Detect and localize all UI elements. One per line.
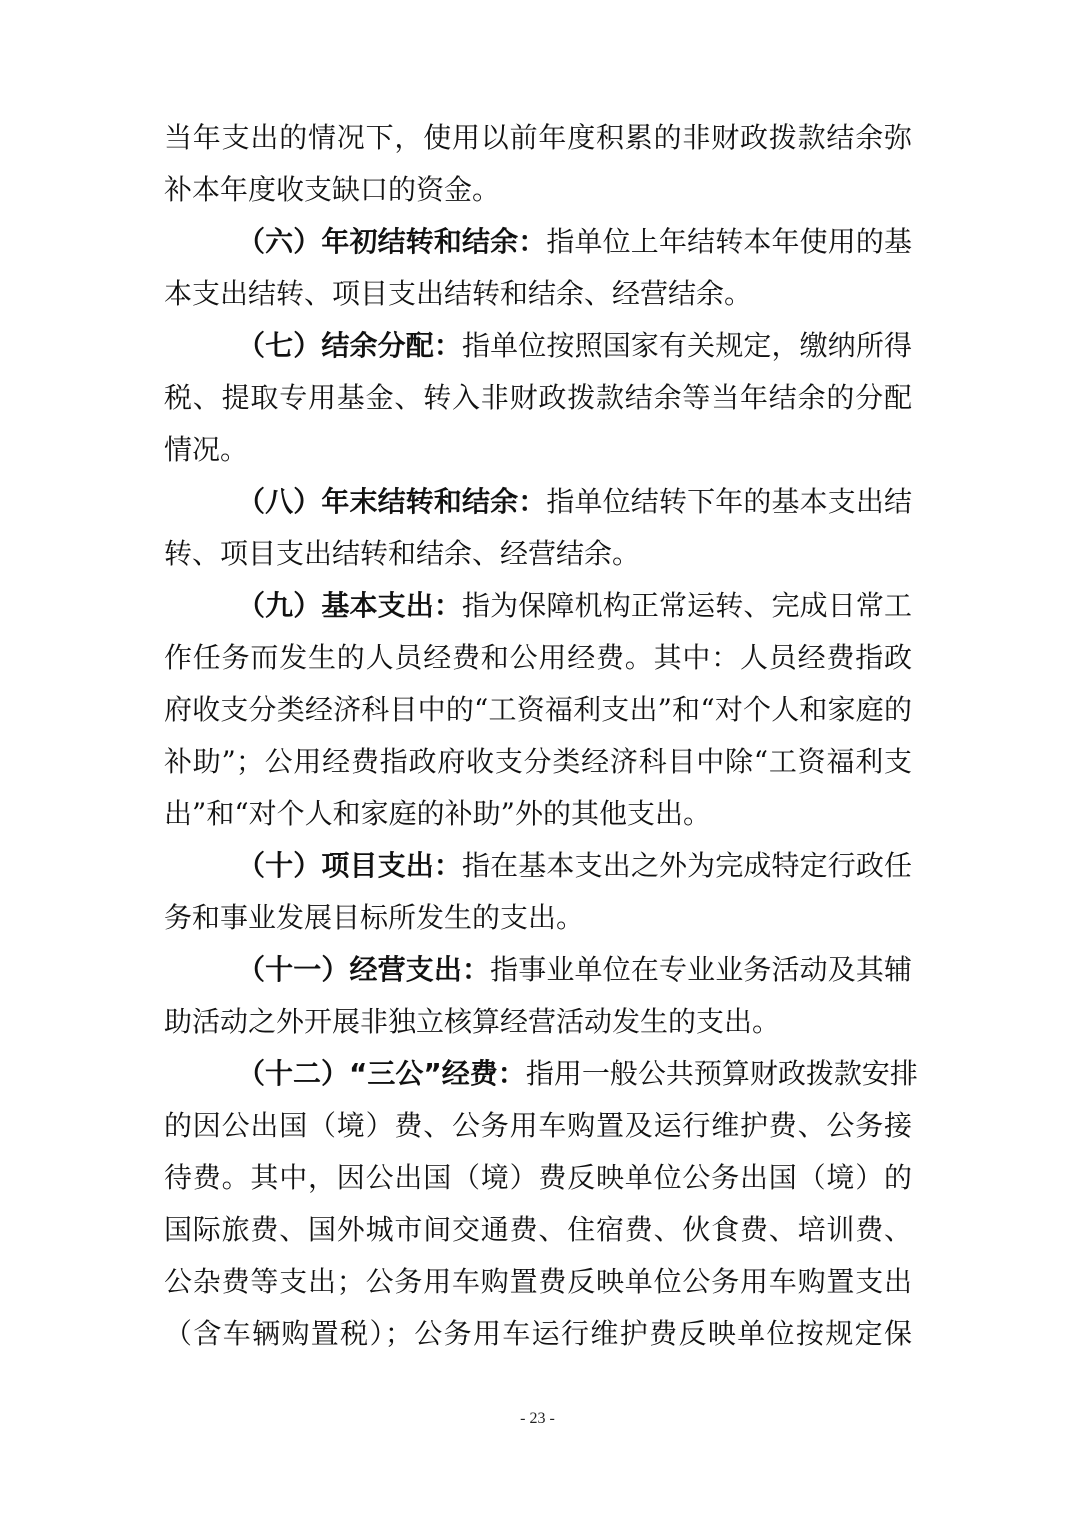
paragraph-heading-line bbox=[237, 944, 912, 996]
text-line bbox=[164, 684, 912, 736]
line-text: 指事业单位在专业业务活动及其辅 bbox=[490, 953, 912, 986]
text-line bbox=[164, 1152, 912, 1204]
line-text: 出”和“对个人和家庭的补助”外的其他支出。 bbox=[164, 797, 711, 830]
text-line bbox=[164, 788, 912, 840]
paragraph-heading-line bbox=[237, 476, 912, 528]
line-text: 待费。其中，因公出国（境）费反映单位公务出国（境）的 bbox=[164, 1161, 912, 1194]
line-text: 补本年度收支缺口的资金。 bbox=[164, 173, 501, 206]
line-text: 的因公出国（境）费、公务用车购置及运行维护费、公务接 bbox=[164, 1109, 912, 1142]
paragraph-heading-line bbox=[237, 320, 912, 372]
line-text: 本支出结转、项目支出结转和结余、经营结余。 bbox=[164, 277, 753, 310]
paragraph-heading-line bbox=[237, 216, 912, 268]
paragraph-heading-line bbox=[237, 840, 912, 892]
text-line bbox=[164, 892, 912, 944]
line-text: （含车辆购置税）；公务用车运行维护费反映单位按规定保 bbox=[164, 1317, 912, 1350]
line-text: 税、提取专用基金、转入非财政拨款结余等当年结余的分配 bbox=[164, 381, 912, 414]
page-number: - 23 - bbox=[520, 1410, 555, 1427]
line-text: 情况。 bbox=[164, 433, 249, 466]
text-line bbox=[164, 164, 912, 216]
section-heading: （八）年末结转和结余： bbox=[237, 485, 547, 518]
text-line bbox=[164, 736, 912, 788]
text-line bbox=[164, 372, 912, 424]
section-heading: （六）年初结转和结余： bbox=[237, 225, 547, 258]
line-text: 国际旅费、国外城市间交通费、住宿费、伙食费、培训费、 bbox=[164, 1213, 912, 1246]
line-text: 务和事业发展目标所发生的支出。 bbox=[164, 901, 585, 934]
line-text: 当年支出的情况下，使用以前年度积累的非财政拨款结余弥 bbox=[164, 121, 912, 154]
text-line bbox=[164, 112, 912, 164]
section-heading: （十）项目支出： bbox=[237, 849, 463, 882]
line-text: 公杂费等支出；公务用车购置费反映单位公务用车购置支出 bbox=[164, 1265, 912, 1298]
line-text: 指单位上年结转本年使用的基 bbox=[546, 225, 912, 258]
text-line bbox=[164, 268, 912, 320]
section-heading: （七）结余分配： bbox=[237, 329, 463, 362]
line-text: 转、项目支出结转和结余、经营结余。 bbox=[164, 537, 641, 570]
text-line bbox=[164, 996, 912, 1048]
line-text: 指为保障机构正常运转、完成日常工 bbox=[462, 589, 912, 622]
section-heading: （十二）“三公”经费： bbox=[237, 1057, 526, 1090]
text-line bbox=[164, 1204, 912, 1256]
paragraph-heading-line bbox=[237, 580, 912, 632]
line-text: 指用一般公共预算财政拨款安排 bbox=[525, 1057, 918, 1090]
line-text: 指在基本支出之外为完成特定行政任 bbox=[462, 849, 912, 882]
text-line bbox=[164, 1100, 912, 1152]
text-line bbox=[164, 1256, 912, 1308]
line-text: 指单位结转下年的基本支出结 bbox=[546, 485, 912, 518]
line-text: 助活动之外开展非独立核算经营活动发生的支出。 bbox=[164, 1005, 781, 1038]
line-text: 作任务而发生的人员经费和公用经费。其中：人员经费指政 bbox=[164, 641, 912, 674]
text-line bbox=[164, 424, 912, 476]
section-heading: （十一）经营支出： bbox=[237, 953, 491, 986]
paragraph-heading-line bbox=[237, 1048, 918, 1100]
line-text: 指单位按照国家有关规定，缴纳所得 bbox=[462, 329, 912, 362]
line-text: 补助”；公用经费指政府收支分类经济科目中除“工资福利支 bbox=[164, 745, 912, 778]
text-line bbox=[164, 1308, 912, 1360]
text-line bbox=[164, 632, 912, 684]
text-line bbox=[164, 528, 912, 580]
section-heading: （九）基本支出： bbox=[237, 589, 463, 622]
line-text: 府收支分类经济科目中的“工资福利支出”和“对个人和家庭的 bbox=[164, 693, 912, 726]
